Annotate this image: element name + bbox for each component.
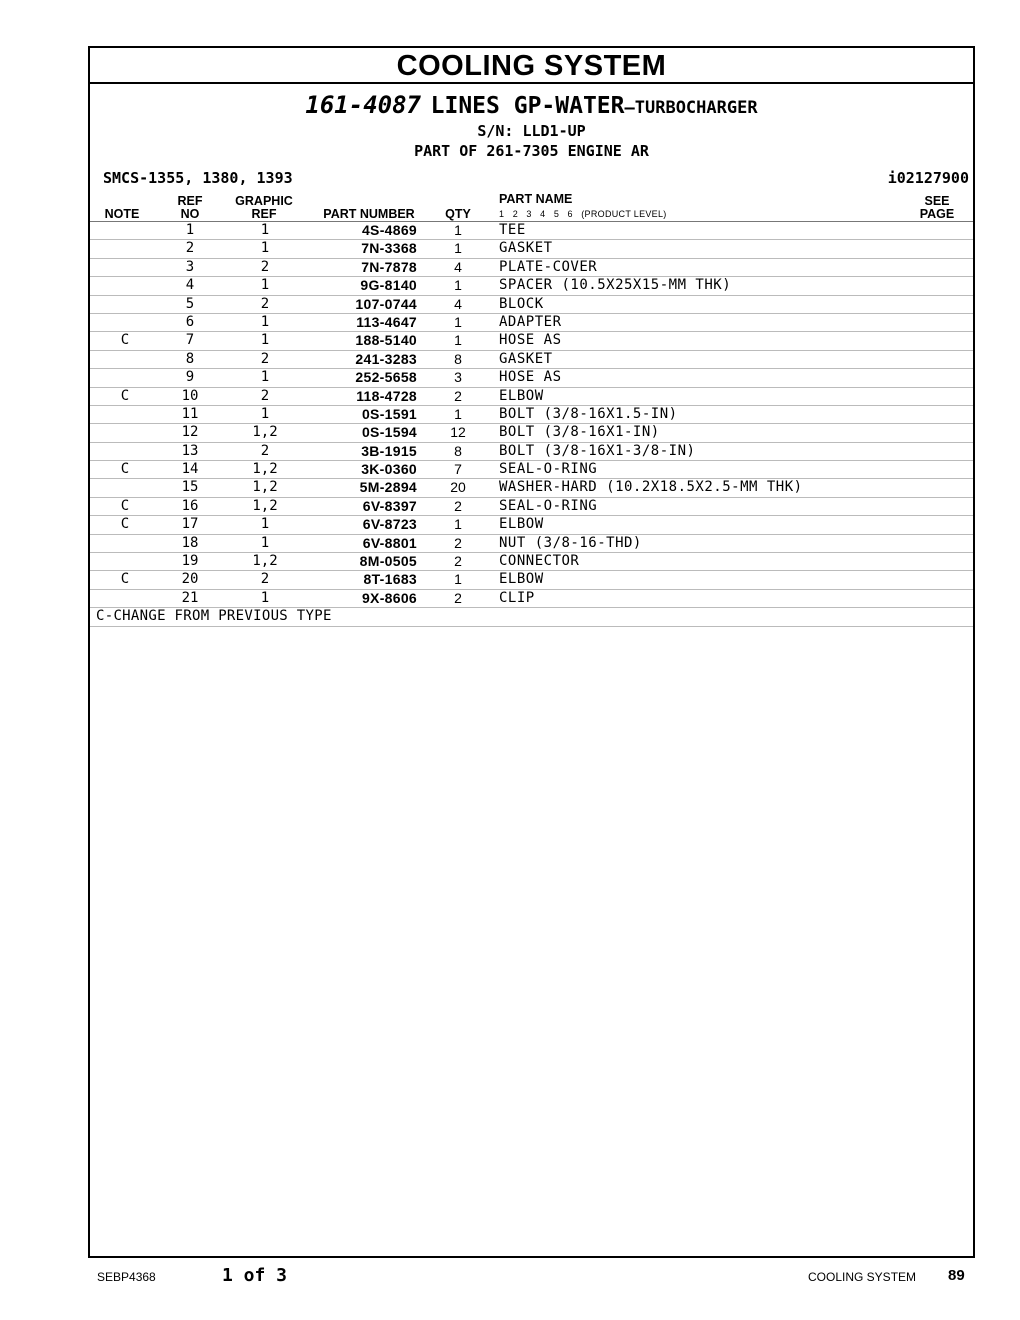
header-part-number: PART NUMBER [323, 207, 415, 221]
table-row [90, 553, 973, 571]
header-graphic-top: GRAPHIC [235, 194, 293, 208]
cell-name: SPACER (10.5X25X15-MM THK) [499, 277, 732, 294]
cell-note: C [120, 387, 130, 404]
cell-qty: 1 [454, 313, 462, 330]
cell-ref: 15 [181, 479, 199, 496]
cell-name: SEAL-O-RING [499, 497, 598, 514]
cell-note: C [120, 461, 130, 478]
header-graphic-bottom: REF [251, 207, 277, 221]
table-row [90, 590, 973, 608]
cell-pn: 113-4647 [356, 313, 417, 330]
cell-ref: 19 [181, 553, 199, 570]
table-row [90, 424, 973, 442]
cell-pn: 0S-1594 [361, 424, 417, 441]
header-part-name: PART NAME [499, 192, 573, 206]
smcs-row [90, 169, 973, 191]
cell-gref: 1 [260, 240, 270, 257]
cell-qty: 1 [454, 277, 462, 294]
header-see-top: SEE [924, 194, 950, 208]
cell-gref: 1,2 [252, 497, 278, 514]
cell-qty: 2 [454, 534, 462, 551]
table-row [90, 314, 973, 332]
table-row [90, 296, 973, 314]
cell-name: GASKET [499, 240, 553, 257]
page-frame [88, 46, 975, 1258]
cell-ref: 18 [181, 534, 199, 551]
cell-ref: 13 [181, 442, 199, 459]
cell-gref: 2 [260, 350, 270, 367]
cell-pn: 3B-1915 [361, 442, 417, 459]
cell-gref: 1 [260, 313, 270, 330]
table-row [90, 222, 973, 240]
cell-qty: 1 [454, 571, 462, 588]
parts-table-body [90, 222, 973, 608]
cell-pn: 8T-1683 [363, 571, 417, 588]
table-row [90, 332, 973, 350]
cell-ref: 4 [185, 277, 195, 294]
cell-ref: 7 [185, 332, 195, 349]
cell-gref: 1 [260, 534, 270, 551]
cell-name: HOSE AS [499, 332, 562, 349]
cell-gref: 1,2 [252, 553, 278, 570]
cell-ref: 16 [181, 497, 199, 514]
table-row [90, 406, 973, 424]
cell-ref: 21 [181, 589, 199, 606]
table-row [90, 535, 973, 553]
table-header [90, 191, 973, 222]
cell-qty: 2 [454, 387, 462, 404]
cell-ref: 1 [185, 222, 195, 238]
cell-gref: 2 [260, 295, 270, 312]
cell-gref: 1,2 [252, 479, 278, 496]
cell-ref: 17 [181, 516, 199, 533]
cell-qty: 20 [450, 479, 466, 496]
table-row [90, 571, 973, 589]
cell-gref: 2 [260, 258, 270, 275]
cell-qty: 1 [454, 240, 462, 257]
cell-pn: 6V-8801 [362, 534, 417, 551]
cell-name: ELBOW [499, 571, 544, 588]
cell-name: BOLT (3/8-16X1.5-IN) [499, 405, 678, 422]
cell-gref: 1 [260, 332, 270, 349]
cell-qty: 3 [454, 369, 462, 386]
cell-name: ADAPTER [499, 313, 562, 330]
group-name-main: LINES GP-WATER [430, 93, 625, 119]
cell-name: ELBOW [499, 516, 544, 533]
cell-pn: 107-0744 [355, 295, 417, 312]
cell-name: CLIP [499, 589, 535, 606]
cell-gref: 1 [260, 277, 270, 294]
table-row [90, 369, 973, 387]
cell-gref: 1 [260, 405, 270, 422]
table-row [90, 479, 973, 497]
header-ref-bottom: NO [180, 207, 200, 221]
change-footnote: C-CHANGE FROM PREVIOUS TYPE [90, 608, 973, 626]
cell-pn: 188-5140 [355, 332, 417, 349]
cell-ref: 3 [185, 258, 195, 275]
cell-name: BLOCK [499, 295, 544, 312]
cell-ref: 14 [181, 461, 199, 478]
cell-qty: 12 [450, 424, 466, 441]
cell-gref: 1 [260, 222, 270, 238]
footer-doc-id: SEBP4368 [97, 1270, 156, 1284]
cell-name: HOSE AS [499, 369, 562, 386]
cell-gref: 1 [260, 589, 270, 606]
cell-pn: 8M-0505 [359, 553, 417, 570]
part-of: PART OF 261-7305 ENGINE AR [414, 142, 649, 160]
cell-note: C [120, 497, 130, 514]
cell-gref: 1,2 [252, 461, 278, 478]
cell-qty: 4 [454, 295, 462, 312]
table-row [90, 516, 973, 534]
cell-name: PLATE-COVER [499, 258, 598, 275]
table-row [90, 388, 973, 406]
cell-pn: 9X-8606 [361, 589, 417, 606]
footer-page-number: 89 [948, 1267, 965, 1284]
cell-qty: 7 [454, 461, 462, 478]
table-row [90, 277, 973, 295]
table-row [90, 259, 973, 277]
cell-pn: 118-4728 [356, 387, 417, 404]
cell-ref: 5 [185, 295, 195, 312]
cell-pn: 3K-0360 [361, 461, 417, 478]
cell-name: TEE [499, 222, 526, 238]
cell-qty: 8 [454, 350, 462, 367]
cell-ref: 2 [185, 240, 195, 257]
cell-qty: 1 [454, 332, 462, 349]
table-row [90, 443, 973, 461]
table-row [90, 240, 973, 258]
cell-qty: 2 [454, 497, 462, 514]
cell-gref: 1 [260, 369, 270, 386]
section-title: COOLING SYSTEM [90, 48, 973, 84]
table-row [90, 498, 973, 516]
cell-pn: 6V-8397 [362, 497, 417, 514]
cell-gref: 2 [260, 571, 270, 588]
cell-qty: 1 [454, 516, 462, 533]
cell-ref: 12 [181, 424, 199, 441]
cell-note: C [120, 516, 130, 533]
illustration-id: i02127900 [887, 169, 969, 187]
cell-pn: 0S-1591 [361, 405, 417, 422]
group-title [90, 92, 973, 121]
cell-ref: 11 [181, 405, 199, 422]
cell-gref: 1,2 [252, 424, 278, 441]
cell-pn: 6V-8723 [362, 516, 417, 533]
cell-pn: 7N-7878 [361, 258, 417, 275]
cell-name: ELBOW [499, 387, 544, 404]
cell-pn: 5M-2894 [359, 479, 417, 496]
cell-qty: 1 [454, 222, 462, 238]
header-qty: QTY [445, 207, 471, 221]
group-name-sub: —TURBOCHARGER [624, 98, 758, 118]
cell-ref: 10 [181, 387, 199, 404]
footer-section: COOLING SYSTEM [808, 1270, 917, 1284]
cell-name: WASHER-HARD (10.2X18.5X2.5-MM THK) [499, 479, 803, 496]
cell-note: C [120, 332, 130, 349]
cell-name: BOLT (3/8-16X1-IN) [499, 424, 660, 441]
cell-qty: 8 [454, 442, 462, 459]
cell-pn: 252-5658 [355, 369, 417, 386]
cell-gref: 2 [260, 387, 270, 404]
footer-pages: 1 of 3 [222, 1265, 288, 1286]
table-row [90, 351, 973, 369]
cell-name: SEAL-O-RING [499, 461, 598, 478]
cell-ref: 6 [185, 313, 195, 330]
cell-name: GASKET [499, 350, 553, 367]
cell-qty: 2 [454, 553, 462, 570]
smcs-codes: SMCS-1355, 1380, 1393 [103, 169, 293, 187]
cell-pn: 9G-8140 [360, 277, 417, 294]
cell-name: NUT (3/8-16-THD) [499, 534, 642, 551]
cell-ref: 20 [181, 571, 199, 588]
serial-number: S/N: LLD1-UP [477, 122, 586, 140]
cell-qty: 1 [454, 405, 462, 422]
cell-ref: 8 [185, 350, 195, 367]
cell-name: CONNECTOR [499, 553, 580, 570]
cell-gref: 1 [260, 516, 270, 533]
header-see-bottom: PAGE [919, 207, 955, 221]
cell-name: BOLT (3/8-16X1-3/8-IN) [499, 442, 696, 459]
cell-pn: 4S-4869 [361, 222, 417, 238]
table-row [90, 461, 973, 479]
cell-ref: 9 [185, 369, 195, 386]
cell-gref: 2 [260, 442, 270, 459]
cell-pn: 241-3283 [355, 350, 417, 367]
cell-pn: 7N-3368 [361, 240, 417, 257]
header-note: NOTE [104, 207, 140, 221]
cell-note: C [120, 571, 130, 588]
cell-qty: 2 [454, 589, 462, 606]
cell-qty: 4 [454, 258, 462, 275]
group-number: 161-4087 [305, 91, 421, 119]
header-product-level: 1 2 3 4 5 6 (PRODUCT LEVEL) [499, 209, 667, 219]
header-ref-top: REF [177, 194, 203, 208]
